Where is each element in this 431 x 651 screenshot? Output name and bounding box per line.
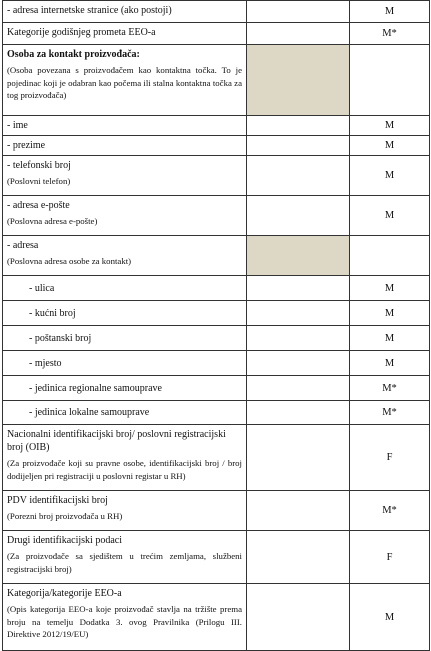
shade-cell — [247, 425, 350, 491]
table-row — [3, 236, 430, 276]
row-value — [350, 236, 430, 276]
table-row — [3, 425, 430, 491]
row-label: - adresa e-pošte — [7, 200, 70, 211]
row-value: M — [350, 301, 430, 326]
shade-cell — [247, 236, 350, 276]
table-row — [3, 326, 430, 351]
row-note: (Poslovna adresa e-pošte) — [7, 216, 98, 226]
row-label: - poštanski broj — [3, 326, 247, 351]
row-value: M — [350, 584, 430, 651]
row-value: M — [350, 116, 430, 136]
shade-cell — [247, 156, 350, 196]
shade-cell — [247, 301, 350, 326]
row-note: (Za proizvođače koji su pravne osobe, identifikacijski broj / broj dodijeljen pri registraciji u poslovni registar u RH) — [7, 458, 242, 481]
shade-cell — [247, 351, 350, 376]
table-row — [3, 23, 430, 45]
shade-cell — [247, 401, 350, 425]
shade-cell — [247, 276, 350, 301]
row-label: - adresa — [7, 240, 39, 251]
table-row — [3, 156, 430, 196]
requirements-table — [2, 0, 430, 651]
shade-cell — [247, 376, 350, 401]
row-note: (Poslovna adresa osobe za kontakt) — [7, 256, 132, 266]
row-value: M — [350, 196, 430, 236]
table-row — [3, 196, 430, 236]
row-label: Nacionalni identifikacijski broj/ poslovni registracijski broj (OIB) — [7, 429, 226, 453]
table-row — [3, 584, 430, 651]
table-row — [3, 1, 430, 23]
row-label: Drugi identifikacijski podaci — [7, 535, 122, 546]
row-note: (Porezni broj proizvođača u RH) — [7, 511, 123, 521]
row-value: F — [350, 531, 430, 584]
row-label: Kategorija/kategorije EEO-a — [7, 588, 122, 599]
row-value: M — [350, 136, 430, 156]
row-value: M* — [350, 376, 430, 401]
row-label: - ulica — [3, 276, 247, 301]
row-value: F — [350, 425, 430, 491]
row-label: - mjesto — [3, 351, 247, 376]
shade-cell — [247, 23, 350, 45]
row-value — [350, 45, 430, 116]
table-row — [3, 491, 430, 531]
row-note: (Osoba povezana s proizvođačem kao kontaktna točka. To je pojedinac koji je odabran kao počema ili stalna kontaktna točka za tog proizvođača) — [7, 65, 242, 100]
table-row — [3, 401, 430, 425]
shade-cell — [247, 136, 350, 156]
table-row — [3, 531, 430, 584]
row-label: - kućni broj — [3, 301, 247, 326]
row-label: - adresa internetske stranice (ako postoji) — [3, 1, 247, 23]
table-row — [3, 301, 430, 326]
row-value: M — [350, 351, 430, 376]
row-label: Kategorije godišnjeg prometa EEO-a — [3, 23, 247, 45]
row-value: M* — [350, 401, 430, 425]
shade-cell — [247, 326, 350, 351]
table-row — [3, 276, 430, 301]
shade-cell — [247, 1, 350, 23]
row-value: M* — [350, 23, 430, 45]
section-heading: Osoba za kontakt proizvođača: — [7, 49, 140, 60]
row-label: - telefonski broj — [7, 160, 71, 171]
shade-cell — [247, 45, 350, 116]
shade-cell — [247, 531, 350, 584]
shade-cell — [247, 116, 350, 136]
table-row — [3, 136, 430, 156]
row-value: M — [350, 326, 430, 351]
row-note: (Poslovni telefon) — [7, 176, 71, 186]
row-label: - jedinica lokalne samouprave — [3, 401, 247, 425]
row-value: M — [350, 156, 430, 196]
row-value: M — [350, 1, 430, 23]
row-note: (Opis kategorija EEO-a koje proizvođač stavlja na tržište prema broju na temelju Dodatka 3. ovog Pravilnika (Prilogu III. Direktive 2012/19/EU) — [7, 604, 242, 639]
shade-cell — [247, 196, 350, 236]
row-label: PDV identifikacijski broj — [7, 495, 108, 506]
row-label: - ime — [3, 116, 247, 136]
shade-cell — [247, 491, 350, 531]
row-label: - prezime — [3, 136, 247, 156]
shade-cell — [247, 584, 350, 651]
row-label: - jedinica regionalne samouprave — [3, 376, 247, 401]
table-row — [3, 116, 430, 136]
row-value: M* — [350, 491, 430, 531]
row-note: (Za proizvođače sa sjedištem u trećim zemljama, službeni registracijski broj) — [7, 551, 242, 574]
row-value: M — [350, 276, 430, 301]
table-row — [3, 351, 430, 376]
table-row — [3, 45, 430, 116]
table-row — [3, 376, 430, 401]
